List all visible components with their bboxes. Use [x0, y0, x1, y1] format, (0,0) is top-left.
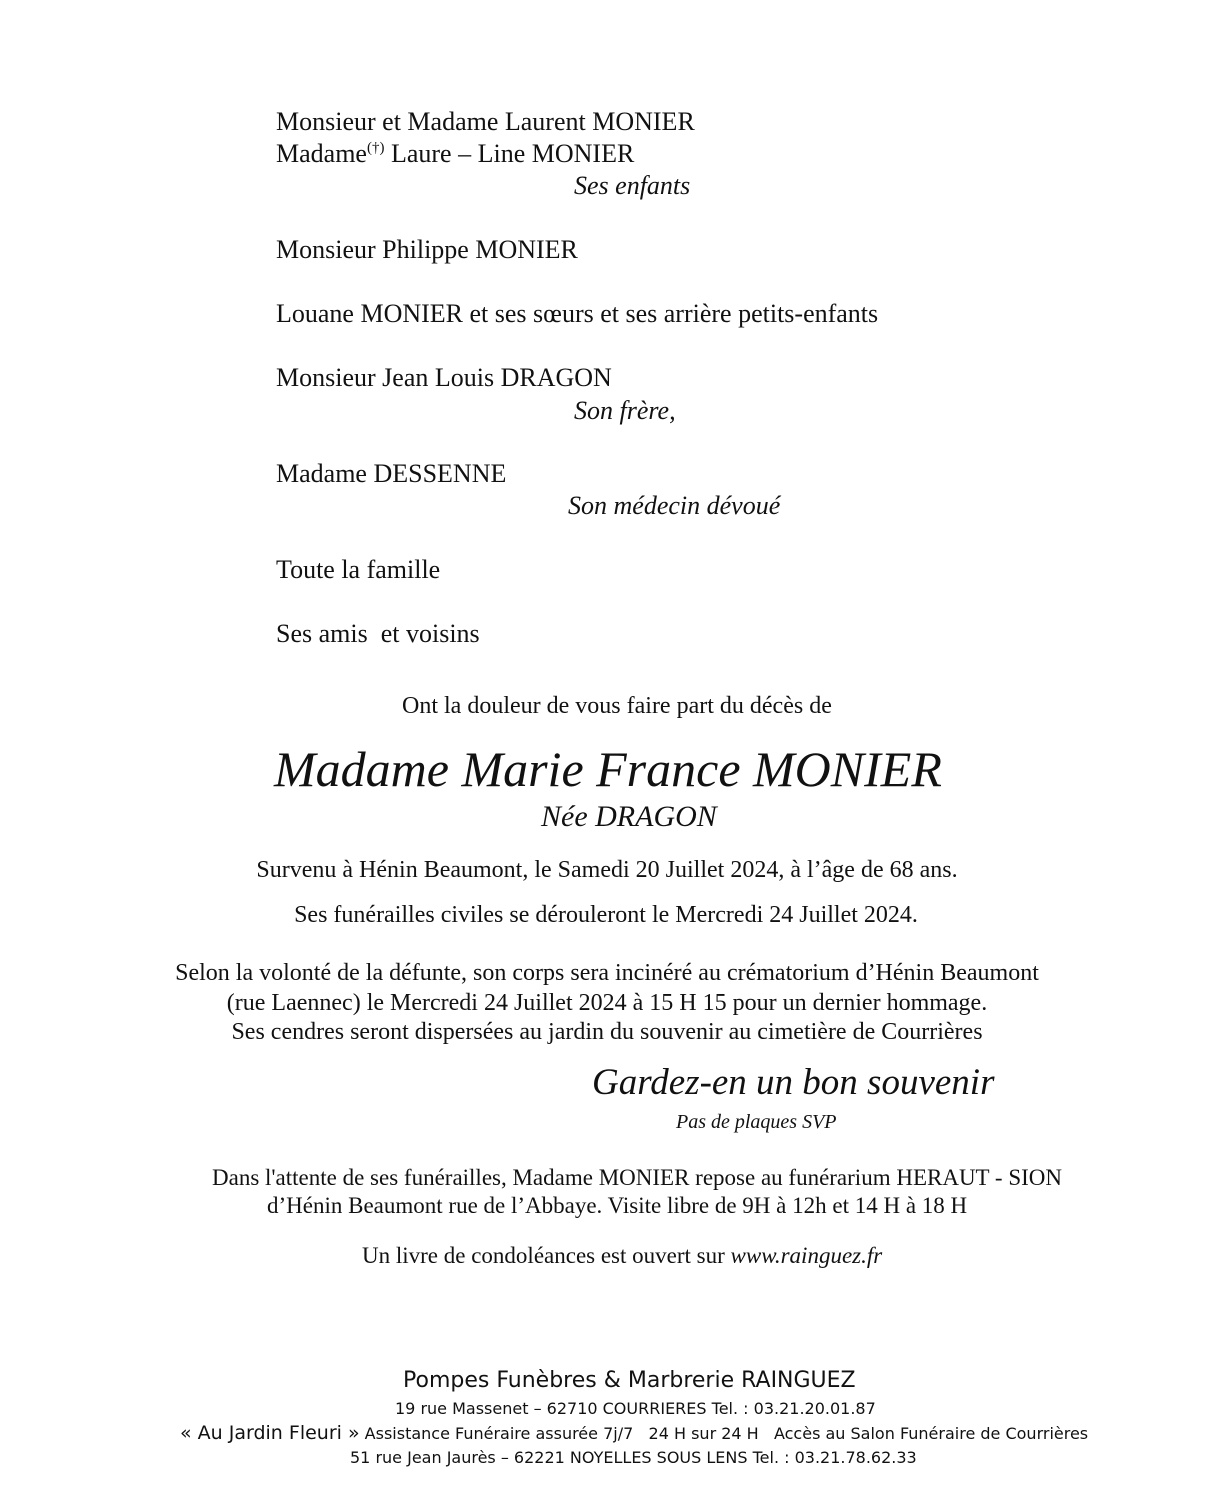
- cremation-line-2: (rue Laennec) le Mercredi 24 Juillet 2024 à 15 H 15 pour un dernier hommage.: [226, 990, 988, 1016]
- services-text: Assistance Funéraire assurée 7j/7 24 H sur 24 H Accès au Salon Funéraire de Courrières: [359, 1424, 1089, 1443]
- family-line-philippe: Monsieur Philippe MONIER: [276, 235, 578, 264]
- role-brother: Son frère,: [574, 396, 676, 425]
- family-line-toute-famille: Toute la famille: [276, 555, 441, 584]
- funeral-details: Ses funérailles civiles se dérouleront le Mercredi 24 Juillet 2024.: [294, 902, 918, 928]
- role-children: Ses enfants: [574, 171, 691, 200]
- cremation-line-3: Ses cendres seront dispersées au jardin du souvenir au cimetière de Courrières: [231, 1019, 983, 1045]
- company-services-line: [180, 1424, 1088, 1443]
- family-line-laure-line: [276, 141, 634, 167]
- condolence-text: Un livre de condoléances est ouvert sur: [362, 1243, 731, 1268]
- memory-phrase: Gardez-en un bon souvenir: [592, 1062, 995, 1103]
- company-name: Pompes Funèbres & Marbrerie RAINGUEZ: [403, 1368, 856, 1393]
- deceased-cross-mark: (†): [366, 140, 385, 156]
- cremation-line-1: Selon la volonté de la défunte, son corps sera incinéré au crématorium d’Hénin Beaumont: [175, 960, 1039, 986]
- family-line-laurent: Monsieur et Madame Laurent MONIER: [276, 107, 695, 136]
- condolence-link[interactable]: www.rainguez.fr: [730, 1243, 883, 1268]
- role-doctor: Son médecin dévoué: [568, 491, 781, 520]
- maiden-name: Née DRAGON: [541, 800, 717, 833]
- family-line-laure-prefix: Madame: [276, 139, 367, 168]
- condolence-line: [362, 1244, 882, 1267]
- announcement-intro: Ont la douleur de vous faire part du décès de: [402, 693, 832, 719]
- family-line-amis: Ses amis et voisins: [276, 619, 480, 648]
- rest-line-1: Dans l'attente de ses funérailles, Madame MONIER repose au funérarium HERAUT - SION: [212, 1165, 1063, 1190]
- company-address-courrieres: 19 rue Massenet – 62710 COURRIERES Tel. : 03.21.20.01.87: [395, 1399, 876, 1418]
- no-plaques-note: Pas de plaques SVP: [676, 1111, 837, 1133]
- death-details: Survenu à Hénin Beaumont, le Samedi 20 Juillet 2024, à l’âge de 68 ans.: [256, 857, 958, 883]
- family-line-louane: Louane MONIER et ses sœurs et ses arrière petits-enfants: [276, 299, 879, 328]
- family-line-laure-name: Laure – Line MONIER: [384, 139, 635, 168]
- company-address-noyelles: 51 rue Jean Jaurès – 62221 NOYELLES SOUS LENS Tel. : 03.21.78.62.33: [350, 1448, 917, 1467]
- deceased-name: Madame Marie France MONIER: [274, 741, 942, 797]
- jardin-fleuri-name: « Au Jardin Fleuri »: [180, 1422, 360, 1444]
- family-line-dessenne: Madame DESSENNE: [276, 459, 507, 488]
- family-line-jean-louis: Monsieur Jean Louis DRAGON: [276, 363, 612, 392]
- rest-line-2: d’Hénin Beaumont rue de l’Abbaye. Visite libre de 9H à 12h et 14 H à 18 H: [267, 1193, 968, 1218]
